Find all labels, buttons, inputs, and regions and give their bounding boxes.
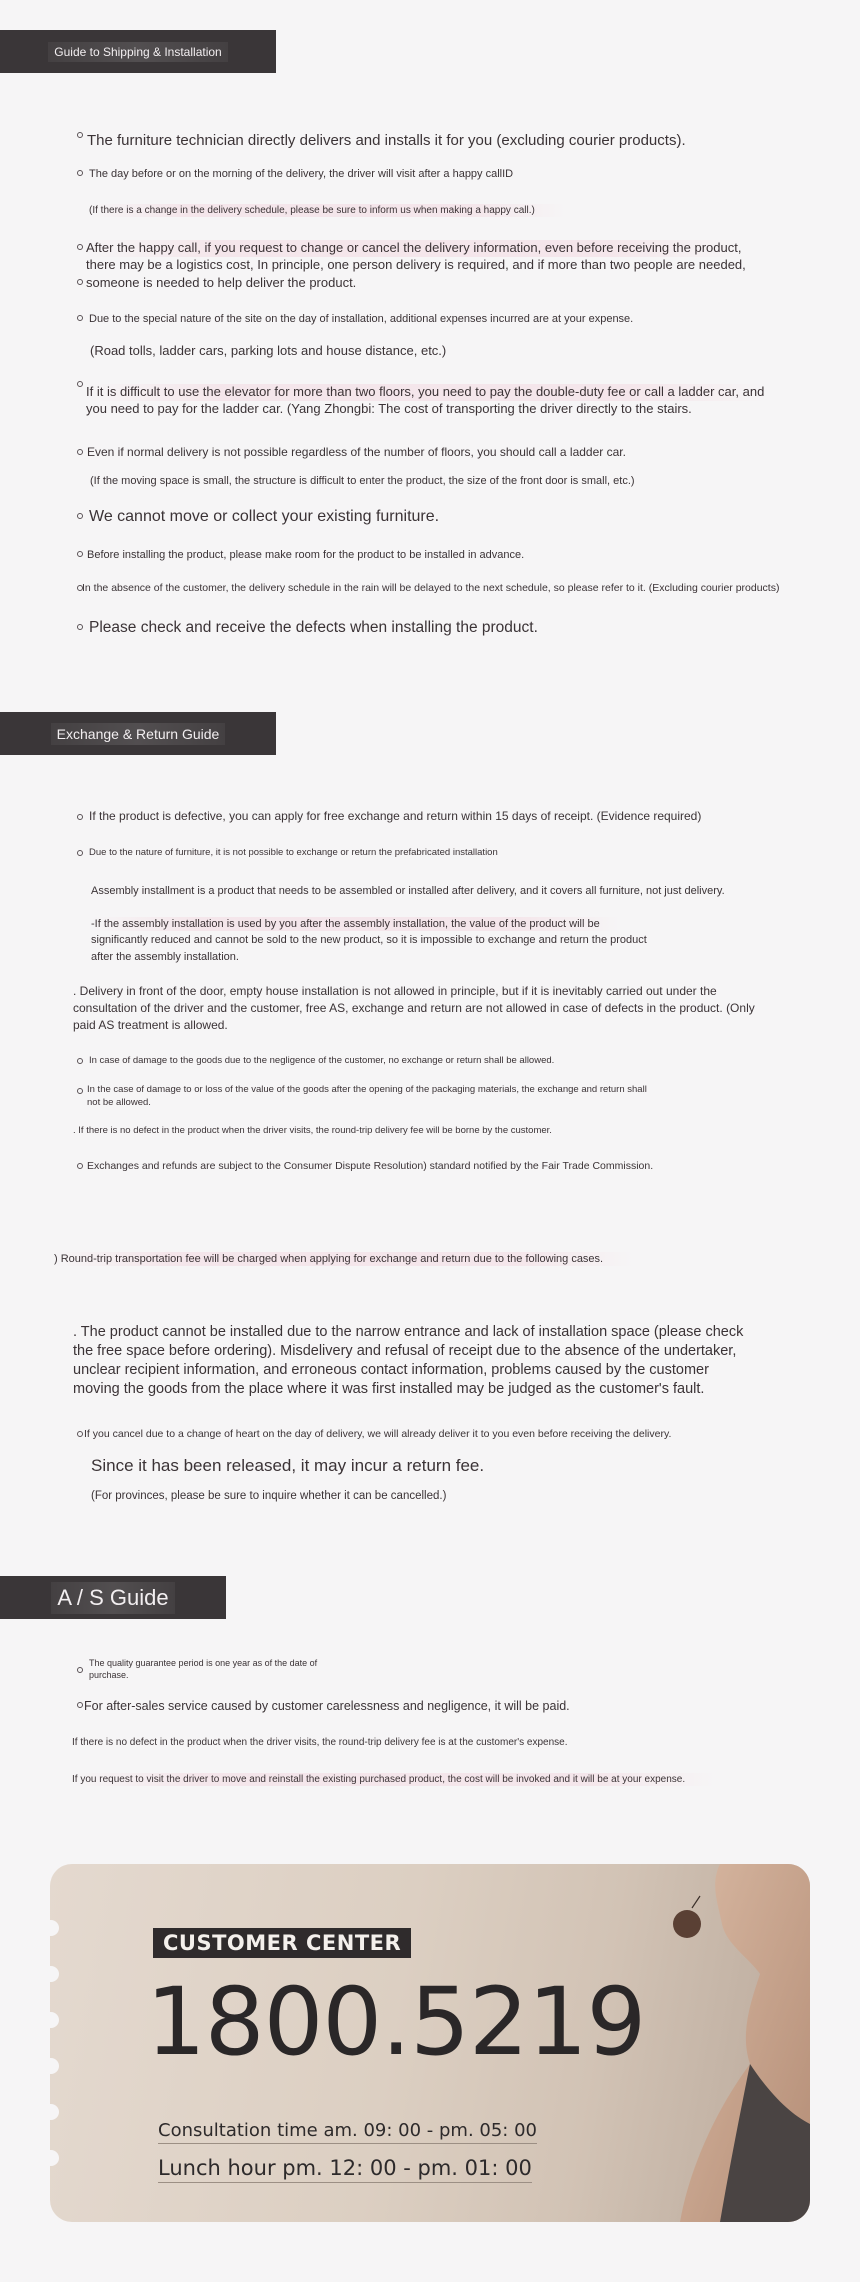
- shipping-item-site-expenses: Due to the special nature of the site on the day of installation, additional expenses incurred are at your expense.: [89, 313, 634, 325]
- as-item-no-defect-fee: If there is no defect in the product when the driver visits, the round-trip delivery fee is at the customer's expense.: [72, 1737, 568, 1748]
- exchange-item-roundtrip-fee: ) Round-trip transportation fee will be charged when applying for exchange and return due to the following cases.: [54, 1252, 633, 1266]
- exchange-case-3: unclear recipient information, and erroneous contact information, problems caused by the customer: [73, 1362, 709, 1378]
- shipping-item-no-collect: We cannot move or collect your existing furniture.: [89, 508, 440, 525]
- exchange-item-return-fee: Since it has been released, it may incur a return fee.: [91, 1456, 485, 1475]
- exchange-title-text: Exchange & Return Guide: [51, 723, 226, 745]
- as-item-reinstall-cost: If you request to visit the driver to move and reinstall the existing purchased product, the cost will be invoked and it will be at your expense.: [72, 1773, 715, 1786]
- shipping-item-ladder-car: Even if normal delivery is not possible regardless of the number of floors, you should call a ladder car.: [87, 445, 626, 459]
- lunch-hour: Lunch hour pm. 12: 00 - pm. 01: 00: [158, 2156, 532, 2183]
- bullet-icon: [77, 1667, 83, 1673]
- bullet-icon: [77, 624, 83, 630]
- exchange-item-no-defect-fee: . If there is no defect in the product when the driver visits, the round-trip delivery fee will be borne by the customer.: [73, 1125, 552, 1136]
- exchange-item-provinces: (For provinces, please be sure to inquire whether it can be cancelled.): [91, 1490, 447, 1502]
- exchange-item-door-delivery-3: paid AS treatment is allowed.: [73, 1018, 228, 1032]
- as-section-title: [0, 1576, 226, 1619]
- exchange-case-2: the free space before ordering). Misdelivery and refusal of receipt due to the absence of the undertaker,: [73, 1343, 737, 1359]
- exchange-section-title: [0, 712, 276, 755]
- exchange-item-door-delivery-1: . Delivery in front of the door, empty house installation is not allowed in principle, but if it is inevitably carried out under the: [73, 984, 717, 998]
- binder-hole-icon: [50, 2104, 59, 2120]
- binder-hole-icon: [50, 2150, 59, 2166]
- binder-hole-icon: [50, 2058, 59, 2074]
- shipping-item-schedule-note: (If there is a change in the delivery schedule, please be sure to inform us when making a happy call.): [89, 204, 565, 217]
- shipping-item-direct-install: The furniture technician directly delivers and installs it for you (excluding courier products).: [87, 132, 686, 149]
- exchange-item-door-delivery-2: consultation of the driver and the customer, free AS, exchange and return are not allowed in case of defects in the product. (Only: [73, 1001, 755, 1015]
- exchange-item-negligence: In case of damage to the goods due to the negligence of the customer, no exchange or return shall be allowed.: [89, 1055, 555, 1066]
- exchange-case-4: moving the goods from the place where it was first installed may be judged as the customer's fault.: [73, 1381, 705, 1397]
- bullet-icon: [77, 279, 83, 285]
- shipping-title-text: Guide to Shipping & Installation: [48, 42, 227, 62]
- as-item-warranty-1: The quality guarantee period is one year as of the date of: [89, 1658, 318, 1668]
- shipping-item-elevator-1: If it is difficult to use the elevator for more than two floors, you need to pay the double-duty fee or call a ladder car, and: [86, 384, 765, 399]
- bullet-icon: [77, 1058, 83, 1064]
- as-item-paid-service: For after-sales service caused by customer carelessness and negligence, it will be paid.: [84, 1699, 570, 1713]
- shipping-item-change-cancel-1: After the happy call, if you request to change or cancel the delivery information, even before receiving the product,: [86, 240, 742, 255]
- bullet-icon: [77, 513, 83, 519]
- shipping-item-make-room: Before installing the product, please make room for the product to be installed in advance.: [87, 549, 525, 561]
- shipping-item-ladder-examples: (If the moving space is small, the structure is difficult to enter the product, the size of the front door is small, etc.): [90, 475, 635, 487]
- bullet-icon: [77, 551, 83, 557]
- shipping-item-check-defects: Please check and receive the defects when installing the product.: [89, 619, 538, 636]
- consultation-time: Consultation time am. 09: 00 - pm. 05: 00: [158, 2120, 537, 2144]
- bullet-icon: [77, 381, 83, 387]
- shipping-item-change-cancel-2: there may be a logistics cost, In principle, one person delivery is required, and if more than two people are needed,: [86, 257, 746, 272]
- shipping-item-change-cancel-3: someone is needed to help deliver the product.: [86, 275, 357, 290]
- exchange-case-1: . The product cannot be installed due to the narrow entrance and lack of installation space (please check: [73, 1324, 744, 1340]
- bullet-icon: [77, 1088, 83, 1094]
- bullet-icon: [77, 449, 83, 455]
- shipping-item-expense-examples: (Road tolls, ladder cars, parking lots and house distance, etc.): [90, 343, 447, 358]
- bullet-icon: [77, 814, 83, 820]
- as-title-text: A / S Guide: [51, 1582, 174, 1614]
- exchange-item-assembly-used-3: after the assembly installation.: [91, 951, 239, 963]
- bullet-icon: [77, 850, 83, 856]
- exchange-item-change-of-heart: If you cancel due to a change of heart on the day of delivery, we will already deliver it to you even before receiving the delivery.: [84, 1428, 672, 1440]
- exchange-item-fair-trade: Exchanges and refunds are subject to the Consumer Dispute Resolution) standard notified by the Fair Trade Commission.: [87, 1160, 654, 1172]
- customer-center-card: [50, 1864, 810, 2222]
- shipping-item-happy-call: The day before or on the morning of the delivery, the driver will visit after a happy callID: [89, 168, 514, 180]
- shipping-item-absence-rain: In the absence of the customer, the delivery schedule in the rain will be delayed to the next schedule, so please refer to it. (Excluding courier products): [82, 582, 780, 594]
- binder-hole-icon: [50, 2012, 59, 2028]
- exchange-item-prefab: Due to the nature of furniture, it is not possible to exchange or return the prefabricated installation: [89, 847, 498, 858]
- bullet-icon: [77, 1163, 83, 1169]
- exchange-item-packaging-2: not be allowed.: [87, 1097, 151, 1108]
- shipping-item-elevator-2: you need to pay for the ladder car. (Yang Zhongbi: The cost of transporting the driver directly to the stairs.: [86, 401, 692, 416]
- exchange-item-assembly-used-2: significantly reduced and cannot be sold to the new product, so it is impossible to exchange and return the product: [91, 934, 647, 946]
- as-item-warranty-2: purchase.: [89, 1670, 129, 1680]
- bullet-icon: [77, 315, 83, 321]
- exchange-item-defective: If the product is defective, you can apply for free exchange and return within 15 days of receipt. (Evidence required): [89, 809, 702, 823]
- bullet-icon: [77, 1431, 83, 1437]
- bullet-icon: [77, 244, 83, 250]
- exchange-item-assembly-used-1: -If the assembly installation is used by you after the assembly installation, the value of the product will be: [91, 917, 620, 931]
- binder-hole-icon: [50, 1920, 59, 1936]
- bullet-icon: [77, 132, 83, 138]
- shipping-section-title: [0, 30, 276, 73]
- binder-hole-icon: [50, 1966, 59, 1982]
- exchange-item-packaging-1: In the case of damage to or loss of the value of the goods after the opening of the packaging materials, the exchange and return shall: [87, 1084, 647, 1095]
- bullet-icon: [77, 170, 83, 176]
- customer-center-phone-number[interactable]: 1800.5219: [146, 1968, 646, 2077]
- customer-center-label: CUSTOMER CENTER: [153, 1928, 411, 1958]
- exchange-item-assembly: Assembly installment is a product that needs to be assembled or installed after delivery, and it covers all furniture, not just delivery.: [91, 885, 725, 897]
- bullet-icon: [77, 1702, 83, 1708]
